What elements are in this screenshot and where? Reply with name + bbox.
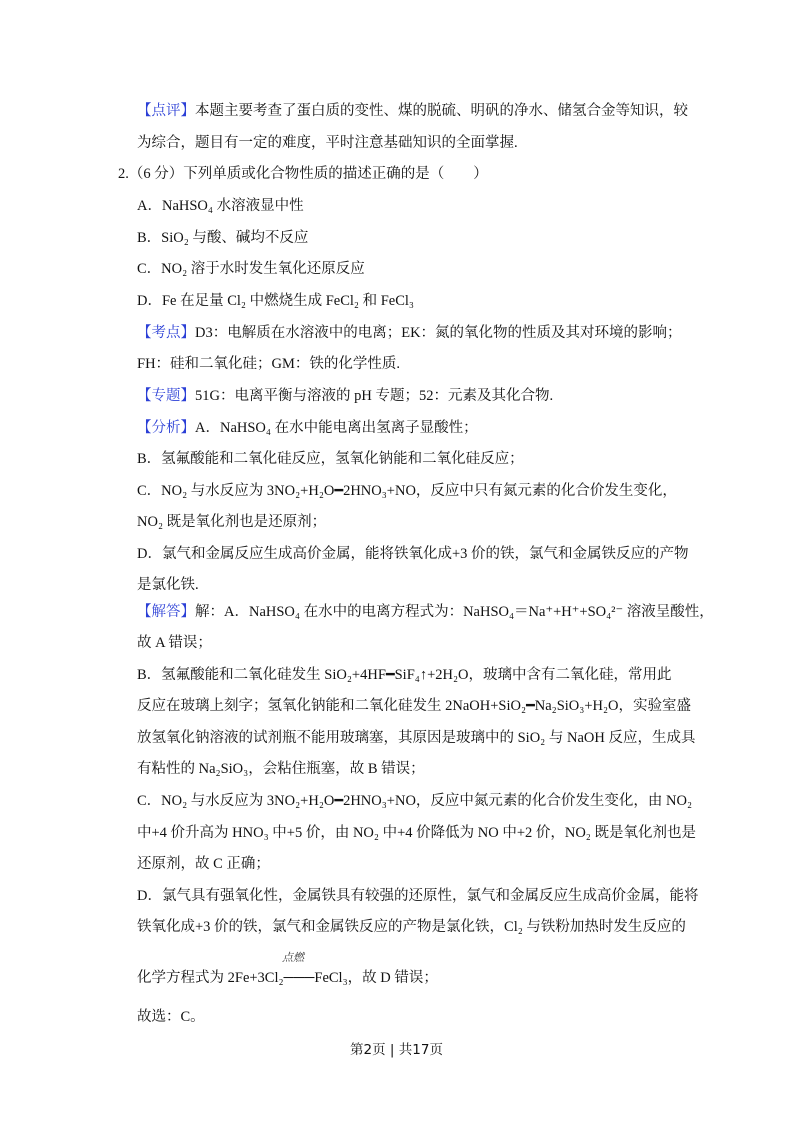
final-answer: 故选：C。 — [137, 1009, 205, 1025]
fenxi-tag: 【分析】 — [137, 420, 195, 436]
jieda-line: 有粘性的 Na₂SiO₃，会粘住瓶塞，故 B 错误； — [137, 761, 425, 777]
fenxi-line: B．氢氟酸能和二氧化硅反应，氢氧化钠能和二氧化硅反应； — [137, 451, 524, 467]
fenxi-line: C．NO₂ 与水反应为 3NO₂+H₂O━2HNO₃+NO，反应中只有氮元素的化合价发生变化， — [137, 483, 677, 499]
zhuanti-section — [137, 387, 553, 405]
zhuanti-text: 51G：电离平衡与溶液的 pH 专题；52：元素及其化合物. — [195, 388, 554, 404]
jieda-line: 还原剂，故 C 正确； — [137, 856, 270, 872]
option-c: C．NO₂ 溶于水时发生氧化还原反应 — [137, 261, 365, 277]
option-b: B．SiO₂ 与酸、碱均不反应 — [137, 230, 309, 246]
question-stem: 2.（6 分）下列单质或化合物性质的描述正确的是（ ） — [118, 166, 488, 182]
comment-line: 为综合，题目有一定的难度，平时注意基础知识的全面掌握. — [137, 135, 518, 151]
comment-tag: 【点评】 — [137, 103, 195, 119]
jieda-line: D．氯气具有强氧化性，金属铁具有较强的还原性，氯气和金属反应生成高价金属，能将 — [137, 888, 699, 904]
option-a: A．NaHSO₄ 水溶液显中性 — [137, 198, 304, 214]
fenxi-line — [137, 419, 478, 437]
reaction-condition: 点燃 — [282, 952, 304, 964]
jieda-line: 故 A 错误； — [137, 635, 212, 651]
fenxi-line: D．氯气和金属反应生成高价金属，能将铁氧化成+3 价的铁，氯气和金属铁反应的产物 — [137, 546, 689, 562]
kaodian-text: D3：电解质在水溶液中的电离；EK：氮的氧化物的性质及其对环境的影响； — [195, 325, 682, 341]
jieda-line: 中+4 价升高为 HNO₃ 中+5 价，由 NO₂ 中+4 价降低为 NO 中+2 价，NO₂ 既是氧化剂也是 — [137, 825, 696, 841]
kaodian-tag: 【考点】 — [137, 325, 195, 341]
comment-line — [137, 102, 688, 120]
jieda-line: 化学方程式为 2Fe+3Cl₂───FeCl₃，故 D 错误； — [137, 970, 438, 986]
fenxi-line: 是氯化铁. — [137, 577, 199, 593]
fenxi-line: NO₂ 既是氧化剂也是还原剂； — [137, 514, 327, 530]
option-d: D．Fe 在足量 Cl₂ 中燃烧生成 FeCl₂ 和 FeCl₃ — [137, 293, 414, 309]
jieda-line: C．NO₂ 与水反应为 3NO₂+H₂O━2HNO₃+NO，反应中氮元素的化合价发生变化，由 NO₂ — [137, 793, 693, 809]
kaodian-line — [137, 324, 682, 342]
zhuanti-tag: 【专题】 — [137, 388, 195, 404]
jieda-tag: 【解答】 — [137, 604, 195, 620]
comment-text: 本题主要考查了蛋白质的变性、煤的脱硫、明矾的净水、储氢合金等知识，较 — [195, 103, 688, 119]
jieda-line: 反应在玻璃上刻字；氢氧化钠能和二氧化硅发生 2NaOH+SiO₂━Na₂SiO₃+H₂O，实验室盛 — [137, 698, 692, 714]
page-footer: 第2页 | 共17页 — [350, 1042, 443, 1058]
fenxi-text: A．NaHSO₄ 在水中能电离出氢离子显酸性； — [195, 420, 478, 436]
jieda-line: 放氢氧化钠溶液的试剂瓶不能用玻璃塞，其原因是玻璃中的 SiO₂ 与 NaOH 反应，生成具 — [137, 730, 696, 746]
jieda-text: 解：A．NaHSO₄ 在水中的电离方程式为：NaHSO₄＝Na⁺+H⁺+SO₄²⁻ 溶液呈酸性， — [195, 604, 714, 620]
jieda-line: B．氢氟酸能和二氧化硅发生 SiO₂+4HF━SiF₄↑+2H₂O，玻璃中含有二氧化硅，常用此 — [137, 667, 672, 683]
kaodian-line: FH：硅和二氧化硅；GM：铁的化学性质. — [137, 356, 401, 372]
jieda-line: 铁氧化成+3 价的铁，氯气和金属铁反应的产物是氯化铁，Cl₂ 与铁粉加热时发生反应的 — [137, 919, 686, 935]
jieda-line — [137, 603, 714, 621]
